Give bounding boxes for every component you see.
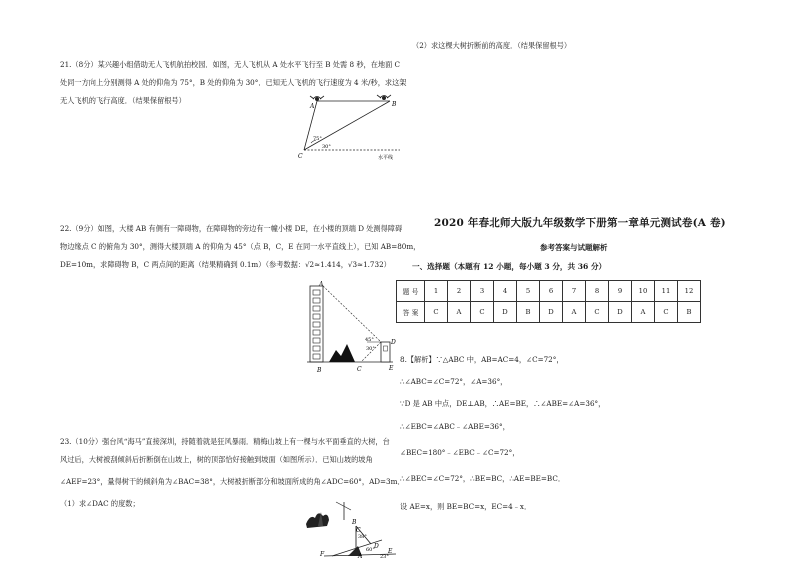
solution-line: ∠BEC=180°﹣∠EBC﹣∠C=72°， — [400, 448, 520, 457]
q21-angle-30: 30° — [322, 144, 331, 150]
q23-label-d: D — [374, 543, 379, 550]
q22-label-d: D — [391, 339, 396, 346]
table-cell: 6 — [540, 281, 563, 302]
table-cell: D — [540, 302, 563, 323]
solution-line: ∴∠ABC=∠C=72°，∠A=36°， — [400, 377, 508, 386]
q22-line-3: DE=10m，求障碍物 B，C 两点间的距离（结果精确到 0.1m）（参考数据：√2≈1.414，√3≈1.732） — [60, 260, 391, 269]
solution-line: 8.【解析】∵△ABC 中，AB=AC=4，∠C=72°， — [400, 355, 564, 364]
q22-label-a: A — [319, 281, 324, 288]
table-cell: 11 — [655, 281, 678, 302]
table-cell: A — [632, 302, 655, 323]
solution-line: ∴∠BEC=∠C=72°，∴BE=BC，∴AE=BE=BC． — [400, 474, 566, 483]
q21-label-c: C — [298, 153, 303, 160]
table-cell: D — [494, 302, 517, 323]
q22-line-2: 物边缘点 C 的俯角为 30°，测得大楼顶端 A 的仰角为 45°（点 B，C，E 在同一水平直线上），已知 AB=80m， — [60, 242, 421, 251]
table-row — [397, 281, 701, 302]
q22-label-e: E — [389, 365, 394, 372]
drone-icon — [377, 95, 391, 100]
q23-sub-2: （2）求这棵大树折断前的高度．（结果保留根号） — [412, 41, 572, 50]
q22-angle-45: 45° — [365, 337, 374, 343]
drone-icon — [310, 96, 324, 101]
q21-line-2: 处同一方向上分别测得 A 处的仰角为 75°，B 处的仰角为 30°．已知无人飞机的飞行速度为 4 米/秒，求这架 — [60, 78, 407, 87]
table-cell: C — [425, 302, 448, 323]
table-row-head: 题 号 — [397, 281, 425, 302]
table-cell: 4 — [494, 281, 517, 302]
table-cell: C — [655, 302, 678, 323]
table-cell: 7 — [563, 281, 586, 302]
q23-angle-60: 60° — [366, 547, 375, 553]
table-cell: 10 — [632, 281, 655, 302]
q23-label-f: F — [320, 551, 325, 558]
q23-angle-23: 23° — [380, 554, 389, 560]
q21-line-1: 21.（8分）某兴趣小组借助无人飞机航拍校园．如图，无人飞机从 A 处水平飞行至 B 处需 8 秒，在地面 C — [60, 60, 401, 69]
table-cell: C — [586, 302, 609, 323]
solution-line: ∴∠EBC=∠ABC﹣∠ABE=36°， — [400, 422, 510, 431]
q21-figure — [296, 88, 416, 166]
page-subtitle: 参考答案与试题解析 — [540, 243, 608, 252]
table-cell: A — [448, 302, 471, 323]
q23-angle-38: 38° — [358, 534, 367, 540]
answer-table — [396, 280, 701, 323]
q22-line-1: 22.（9分）如图，大楼 AB 有侧有一障碍物，在障碍物的旁边有一幢小楼 DE，在小楼的顶端 D 处测得障碍 — [60, 224, 403, 233]
q21-label-b: B — [392, 101, 397, 108]
section-heading: 一、选择题（本题有 12 小题，每小题 3 分，共 36 分） — [412, 262, 607, 271]
q21-ground-label: 水平线 — [378, 155, 394, 161]
table-cell: C — [471, 302, 494, 323]
table-cell: D — [609, 302, 632, 323]
table-cell: 2 — [448, 281, 471, 302]
q21-angle-75: 75° — [313, 136, 322, 142]
q23-label-b: B — [352, 519, 357, 526]
q23-label-e: E — [388, 548, 393, 555]
q23-line-2: 风过后，大树被刮倾斜后折断倒在山坡上，树的顶部恰好接触到坡面（如图所示）．已知山坡的坡角 — [60, 455, 373, 464]
table-row — [397, 302, 701, 323]
table-cell: 9 — [609, 281, 632, 302]
table-cell: 5 — [517, 281, 540, 302]
table-cell: 8 — [586, 281, 609, 302]
q23-label-c: C — [356, 527, 361, 534]
q22-label-b: B — [317, 367, 322, 374]
q23-sub-1: （1）求∠DAC 的度数； — [60, 499, 140, 508]
table-cell: A — [563, 302, 586, 323]
table-cell: 12 — [678, 281, 701, 302]
page-title: 2020 年春北师大版九年级数学下册第一章单元测试卷(A 卷) — [434, 217, 726, 229]
q21-line-3: 无人飞机的飞行高度．（结果保留根号） — [60, 96, 186, 105]
q22-angle-30: 30° — [366, 346, 375, 352]
table-cell: 1 — [425, 281, 448, 302]
q23-line-3: ∠AEF=23°，量得树干的倾斜角为∠BAC=38°，大树被折断部分和坡面所成的角∠ADC=60°，AD=3m． — [60, 477, 405, 486]
solution-line: ∵D 是 AB 中点，DE⊥AB，∴AE=BE，∴∠ABE=∠A=36°， — [400, 399, 606, 408]
solution-line: 设 AE=x，则 BE=BC=x，EC=4﹣x． — [400, 502, 532, 511]
table-cell: B — [517, 302, 540, 323]
q23-line-1: 23.（10分）强台风“海马”直接深圳，持随着就是狂风暴雨．精梅山坡上有一棵与水平面垂直的大树，台 — [60, 437, 390, 446]
q23-label-a: A — [358, 553, 363, 560]
table-row-head: 答 案 — [397, 302, 425, 323]
q23-figure — [296, 496, 400, 560]
q21-label-a: A — [310, 103, 315, 110]
q22-label-c: C — [357, 366, 362, 373]
q22-figure — [303, 278, 401, 374]
table-cell: 3 — [471, 281, 494, 302]
table-cell: B — [678, 302, 701, 323]
